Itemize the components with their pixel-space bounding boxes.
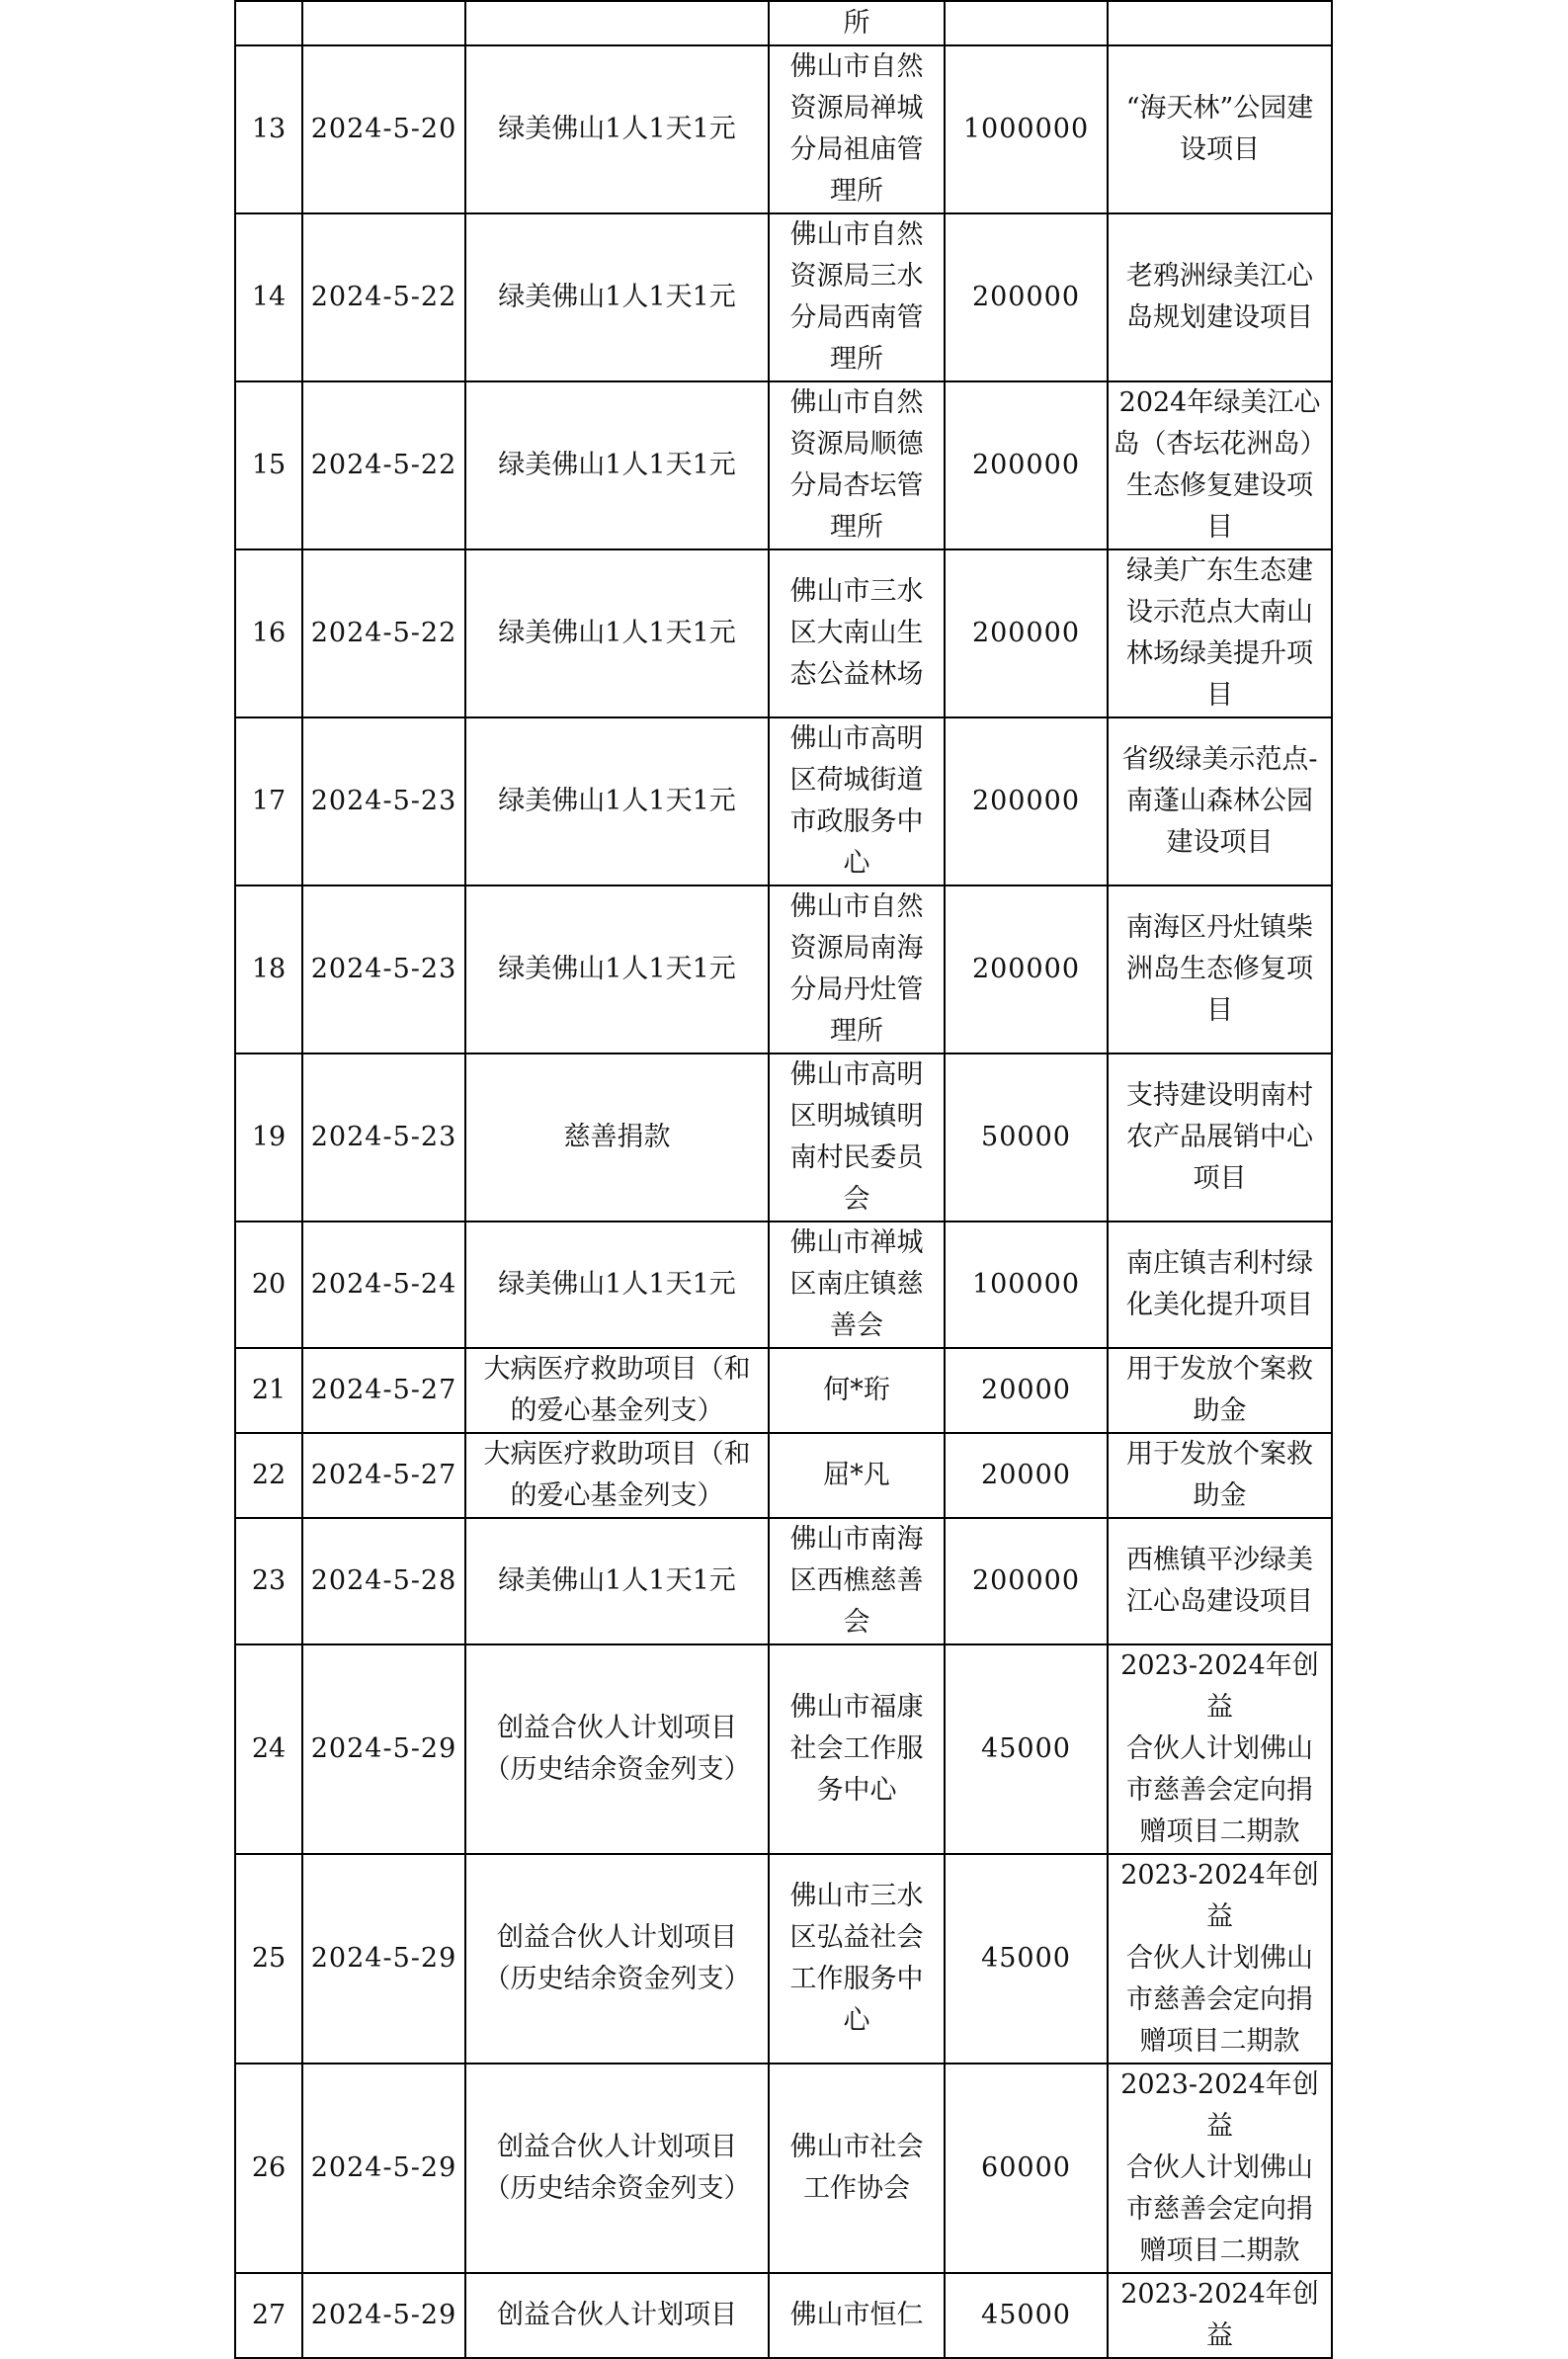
- amount-cell-text: 200000: [971, 282, 1081, 312]
- project-name-cell: [465, 1, 769, 45]
- amount-cell: [945, 45, 1108, 213]
- recipient-cell-text: 佛山市禅城 区南庄镇慈 善会: [789, 1227, 924, 1341]
- project-name-cell: [465, 2273, 769, 2358]
- row-number-cell-text: 18: [251, 954, 287, 984]
- date-cell-text: 2024-5-27: [310, 1460, 457, 1490]
- amount-cell: [945, 1644, 1108, 1854]
- recipient-cell-text: 佛山市自然 资源局禅城 分局祖庙管 理所: [789, 51, 924, 207]
- row-number-cell-text: 26: [251, 2152, 287, 2183]
- amount-cell-text: 200000: [971, 1565, 1081, 1596]
- row-number-cell-text: 13: [251, 114, 287, 144]
- date-cell-text: 2024-5-28: [310, 1565, 457, 1596]
- recipient-cell-text: 所: [843, 7, 870, 39]
- usage-cell: [1108, 1854, 1332, 2064]
- date-cell-text: 2024-5-29: [310, 2300, 457, 2330]
- amount-cell: [945, 1518, 1108, 1644]
- row-number-cell: [235, 2273, 302, 2358]
- usage-cell: [1108, 885, 1332, 1053]
- project-name-cell-text: 绿美佛山1人1天1元: [498, 786, 736, 816]
- date-cell-text: 2024-5-23: [310, 1122, 457, 1152]
- amount-cell-text: 50000: [981, 1122, 1071, 1152]
- amount-cell-text: 100000: [971, 1269, 1081, 1300]
- row-number-cell: [235, 45, 302, 213]
- date-cell-text: 2024-5-20: [310, 114, 457, 144]
- project-name-cell: [465, 1053, 769, 1222]
- recipient-cell: [769, 1644, 945, 1854]
- project-name-cell: [465, 1518, 769, 1644]
- recipient-cell: [769, 1222, 945, 1348]
- recipient-cell-text: 屈*凡: [823, 1460, 890, 1490]
- project-name-cell: [465, 2064, 769, 2273]
- amount-cell: [945, 1854, 1108, 2064]
- table-row: [235, 1644, 1332, 1854]
- usage-cell-text: 2023-2024年创益 合伙人计划佛山 市慈善会定向捐 赠项目二期款: [1120, 1860, 1319, 2057]
- recipient-cell: [769, 1433, 945, 1518]
- recipient-cell: [769, 1, 945, 45]
- date-cell: [302, 1644, 465, 1854]
- date-cell: [302, 1, 465, 45]
- project-name-cell-text: 绿美佛山1人1天1元: [498, 618, 736, 648]
- project-name-cell: [465, 549, 769, 717]
- table-row: [235, 1348, 1332, 1433]
- table-row: [235, 213, 1332, 381]
- usage-cell: [1108, 2273, 1332, 2358]
- amount-cell: [945, 1433, 1108, 1518]
- row-number-cell: [235, 885, 302, 1053]
- project-name-cell-text: 绿美佛山1人1天1元: [498, 282, 736, 312]
- date-cell: [302, 2273, 465, 2358]
- date-cell: [302, 1348, 465, 1433]
- table-row: [235, 45, 1332, 213]
- row-number-cell: [235, 549, 302, 717]
- amount-cell-text: 1000000: [962, 114, 1090, 144]
- amount-cell: [945, 1053, 1108, 1222]
- amount-cell: [945, 1348, 1108, 1433]
- row-number-cell-text: 20: [251, 1269, 287, 1300]
- row-number-cell: [235, 1854, 302, 2064]
- usage-cell-text: “海天林”公园建 设项目: [1125, 93, 1314, 165]
- row-number-cell: [235, 1518, 302, 1644]
- table-row: [235, 1053, 1332, 1222]
- project-name-cell-text: 创益合伙人计划项目 （历史结余资金列支）: [483, 1713, 751, 1785]
- amount-cell-text: 200000: [971, 618, 1081, 648]
- row-number-cell-text: 24: [251, 1733, 287, 1764]
- date-cell: [302, 1518, 465, 1644]
- row-number-cell: [235, 1, 302, 45]
- project-name-cell-text: 创益合伙人计划项目 （历史结余资金列支）: [483, 2132, 751, 2204]
- amount-cell: [945, 549, 1108, 717]
- recipient-cell: [769, 2064, 945, 2273]
- recipient-cell: [769, 2273, 945, 2358]
- project-name-cell: [465, 1644, 769, 1854]
- row-number-cell-text: 22: [251, 1460, 287, 1490]
- project-name-cell-text: 绿美佛山1人1天1元: [498, 1269, 736, 1300]
- recipient-cell-text: 佛山市高明 区荷城街道 市政服务中 心: [789, 723, 924, 879]
- amount-cell: [945, 1222, 1108, 1348]
- date-cell: [302, 717, 465, 885]
- recipient-cell: [769, 885, 945, 1053]
- project-name-cell-text: 绿美佛山1人1天1元: [498, 1565, 736, 1596]
- recipient-cell-text: 何*珩: [823, 1375, 890, 1405]
- table-row: [235, 2273, 1332, 2358]
- amount-cell-text: 60000: [981, 2152, 1071, 2183]
- usage-cell: [1108, 549, 1332, 717]
- amount-cell: [945, 2064, 1108, 2273]
- usage-cell: [1108, 1, 1332, 45]
- row-number-cell: [235, 1222, 302, 1348]
- row-number-cell: [235, 2064, 302, 2273]
- usage-cell-text: 2023-2024年创益: [1120, 2279, 1319, 2351]
- amount-cell-text: 200000: [971, 450, 1081, 480]
- amount-cell-text: 200000: [971, 786, 1081, 816]
- recipient-cell: [769, 1053, 945, 1222]
- usage-cell-text: 用于发放个案救 助金: [1126, 1354, 1313, 1426]
- usage-cell: [1108, 1644, 1332, 1854]
- project-name-cell: [465, 885, 769, 1053]
- recipient-cell: [769, 1854, 945, 2064]
- recipient-cell-text: 佛山市自然 资源局南海 分局丹灶管 理所: [789, 891, 924, 1047]
- table-row: [235, 1, 1332, 45]
- project-name-cell-text: 大病医疗救助项目（和 的爱心基金列支）: [483, 1354, 751, 1426]
- usage-cell: [1108, 1518, 1332, 1644]
- usage-cell: [1108, 717, 1332, 885]
- amount-cell-text: 200000: [971, 954, 1081, 984]
- table-row: [235, 2064, 1332, 2273]
- usage-cell: [1108, 45, 1332, 213]
- row-number-cell: [235, 381, 302, 549]
- amount-cell: [945, 717, 1108, 885]
- usage-cell-text: 老鸦洲绿美江心 岛规划建设项目: [1126, 261, 1313, 333]
- donation-table: [234, 0, 1333, 2359]
- date-cell-text: 2024-5-27: [310, 1375, 457, 1405]
- date-cell: [302, 2064, 465, 2273]
- date-cell: [302, 45, 465, 213]
- project-name-cell: [465, 381, 769, 549]
- recipient-cell-text: 佛山市恒仁: [789, 2300, 924, 2330]
- row-number-cell-text: 17: [251, 786, 287, 816]
- table-row: [235, 1222, 1332, 1348]
- recipient-cell: [769, 1518, 945, 1644]
- usage-cell-text: 省级绿美示范点- 南蓬山森林公园 建设项目: [1121, 744, 1318, 858]
- project-name-cell-text: 大病医疗救助项目（和 的爱心基金列支）: [483, 1439, 751, 1511]
- row-number-cell: [235, 1433, 302, 1518]
- date-cell: [302, 549, 465, 717]
- amount-cell-text: 20000: [981, 1375, 1071, 1405]
- table-row: [235, 1433, 1332, 1518]
- row-number-cell-text: 23: [251, 1565, 287, 1596]
- recipient-cell: [769, 45, 945, 213]
- amount-cell-text: 20000: [981, 1460, 1071, 1490]
- usage-cell-text: 绿美广东生态建 设示范点大南山 林场绿美提升项 目: [1126, 555, 1313, 711]
- row-number-cell-text: 21: [251, 1375, 287, 1405]
- recipient-cell-text: 佛山市自然 资源局三水 分局西南管 理所: [789, 219, 924, 375]
- table-body: [235, 1, 1332, 2358]
- project-name-cell-text: 创益合伙人计划项目: [497, 2300, 737, 2330]
- date-cell-text: 2024-5-29: [310, 2152, 457, 2183]
- row-number-cell-text: 25: [251, 1943, 287, 1974]
- date-cell-text: 2024-5-24: [310, 1269, 457, 1300]
- row-number-cell: [235, 1644, 302, 1854]
- project-name-cell: [465, 1222, 769, 1348]
- table-row: [235, 549, 1332, 717]
- row-number-cell-text: 19: [251, 1122, 287, 1152]
- project-name-cell: [465, 1348, 769, 1433]
- usage-cell: [1108, 1433, 1332, 1518]
- project-name-cell-text: 创益合伙人计划项目 （历史结余资金列支）: [483, 1922, 751, 1994]
- date-cell: [302, 1053, 465, 1222]
- date-cell: [302, 1854, 465, 2064]
- usage-cell-text: 支持建设明南村 农产品展销中心 项目: [1126, 1080, 1313, 1194]
- amount-cell-text: 45000: [981, 1943, 1071, 1974]
- amount-cell: [945, 213, 1108, 381]
- date-cell: [302, 213, 465, 381]
- table-row: [235, 717, 1332, 885]
- date-cell-text: 2024-5-29: [310, 1943, 457, 1974]
- table-row: [235, 885, 1332, 1053]
- row-number-cell: [235, 1348, 302, 1433]
- amount-cell: [945, 885, 1108, 1053]
- recipient-cell-text: 佛山市自然 资源局顺德 分局杏坛管 理所: [789, 387, 924, 543]
- project-name-cell-text: 绿美佛山1人1天1元: [498, 954, 736, 984]
- amount-cell-text: 45000: [981, 2300, 1071, 2330]
- date-cell: [302, 885, 465, 1053]
- usage-cell-text: 用于发放个案救 助金: [1126, 1439, 1313, 1511]
- usage-cell-text: 西樵镇平沙绿美 江心岛建设项目: [1126, 1545, 1313, 1617]
- recipient-cell: [769, 717, 945, 885]
- recipient-cell-text: 佛山市南海 区西樵慈善 会: [789, 1524, 924, 1638]
- project-name-cell-text: 绿美佛山1人1天1元: [498, 450, 736, 480]
- recipient-cell: [769, 549, 945, 717]
- recipient-cell-text: 佛山市三水 区大南山生 态公益林场: [789, 576, 924, 690]
- date-cell-text: 2024-5-23: [310, 786, 457, 816]
- date-cell: [302, 381, 465, 549]
- usage-cell-text: 南庄镇吉利村绿 化美化提升项目: [1126, 1248, 1313, 1320]
- table-row: [235, 1518, 1332, 1644]
- project-name-cell: [465, 213, 769, 381]
- project-name-cell: [465, 717, 769, 885]
- project-name-cell: [465, 45, 769, 213]
- recipient-cell: [769, 213, 945, 381]
- recipient-cell-text: 佛山市福康 社会工作服 务中心: [789, 1692, 924, 1806]
- recipient-cell-text: 佛山市三水 区弘益社会 工作服务中 心: [789, 1881, 924, 2036]
- recipient-cell: [769, 381, 945, 549]
- usage-cell-text: 2023-2024年创益 合伙人计划佛山 市慈善会定向捐 赠项目二期款: [1120, 1650, 1319, 1847]
- date-cell: [302, 1433, 465, 1518]
- project-name-cell-text: 绿美佛山1人1天1元: [498, 114, 736, 144]
- usage-cell: [1108, 1222, 1332, 1348]
- amount-cell: [945, 1, 1108, 45]
- date-cell-text: 2024-5-22: [310, 450, 457, 480]
- project-name-cell: [465, 1433, 769, 1518]
- date-cell-text: 2024-5-22: [310, 618, 457, 648]
- usage-cell: [1108, 213, 1332, 381]
- row-number-cell: [235, 213, 302, 381]
- row-number-cell-text: 14: [251, 282, 287, 312]
- date-cell-text: 2024-5-22: [310, 282, 457, 312]
- row-number-cell-text: 16: [251, 618, 287, 648]
- usage-cell: [1108, 2064, 1332, 2273]
- row-number-cell: [235, 1053, 302, 1222]
- amount-cell: [945, 381, 1108, 549]
- usage-cell-text: 2024年绿美江心 岛（杏坛花洲岛） 生态修复建设项 目: [1113, 387, 1327, 543]
- date-cell-text: 2024-5-29: [310, 1733, 457, 1764]
- usage-cell-text: 南海区丹灶镇柴 洲岛生态修复项 目: [1126, 912, 1313, 1026]
- table-row: [235, 381, 1332, 549]
- recipient-cell-text: 佛山市高明 区明城镇明 南村民委员 会: [789, 1059, 924, 1215]
- recipient-cell-text: 佛山市社会 工作协会: [789, 2132, 924, 2204]
- usage-cell: [1108, 1348, 1332, 1433]
- usage-cell: [1108, 381, 1332, 549]
- row-number-cell: [235, 717, 302, 885]
- project-name-cell: [465, 1854, 769, 2064]
- date-cell-text: 2024-5-23: [310, 954, 457, 984]
- row-number-cell-text: 27: [251, 2300, 287, 2330]
- recipient-cell: [769, 1348, 945, 1433]
- usage-cell: [1108, 1053, 1332, 1222]
- row-number-cell-text: 15: [251, 450, 287, 480]
- amount-cell: [945, 2273, 1108, 2358]
- project-name-cell-text: 慈善捐款: [563, 1122, 671, 1152]
- usage-cell-text: 2023-2024年创益 合伙人计划佛山 市慈善会定向捐 赠项目二期款: [1120, 2069, 1319, 2266]
- table-row: [235, 1854, 1332, 2064]
- date-cell: [302, 1222, 465, 1348]
- amount-cell-text: 45000: [981, 1733, 1071, 1764]
